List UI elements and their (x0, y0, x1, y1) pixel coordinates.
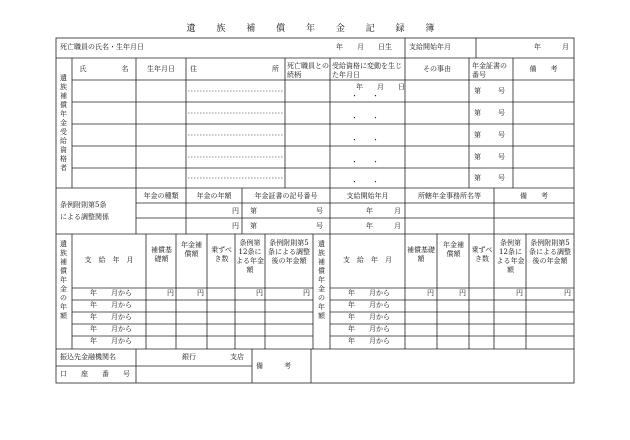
pension-right-col-art12: 条例第12条による年金額 (496, 239, 525, 274)
adj-col-amount: 年金の年額 (196, 192, 232, 200)
row4-cert-suffix: 号 (498, 153, 505, 161)
row1-cert-prefix: 第 (474, 87, 481, 95)
pension-right-col-annual: 年金補償額 (443, 241, 464, 258)
row3-cert-suffix: 号 (498, 131, 505, 139)
adj-row2-tsuki: 月 (394, 222, 401, 230)
adj-row1-go: 号 (316, 207, 323, 215)
pension-right-yen-adjusted: 円 (564, 289, 571, 297)
pension-left-col-art12: 条例第12条による年金額 (236, 239, 264, 274)
pension-right-row1-from: 年 月から (348, 289, 390, 297)
pension-right-col-base: 補償基礎額 (407, 246, 435, 263)
adjustment-side-label-1: 条例附則第5条 (60, 201, 107, 209)
adj-row2-nen: 年 (366, 222, 373, 230)
adj-col-start: 支給開始年月 (346, 192, 389, 200)
col-change-header: 受給資格に変動を生じた年月日 (332, 62, 402, 79)
adj-row1-nen: 年 (366, 207, 373, 215)
col-address-header-left: 住 (190, 65, 197, 73)
row5-date-dots: ・ ・ (351, 178, 379, 186)
pension-left-yen-annual: 円 (197, 289, 204, 297)
branch-suffix: 支店 (230, 353, 244, 361)
pension-left-row5-from: 年 月から (90, 337, 132, 345)
adj-row2-dai: 第 (250, 222, 257, 230)
adj-row1-yen: 円 (232, 207, 239, 215)
pension-left-row1-from: 年 月から (90, 289, 132, 297)
pension-left-row2-from: 年 月から (90, 301, 132, 309)
row1-cert-suffix: 号 (498, 87, 505, 95)
pension-left-col-annual: 年金補償額 (181, 241, 202, 258)
adj-col-type: 年金の種類 (143, 192, 179, 200)
adj-col-cert: 年金証書の記号番号 (254, 192, 318, 200)
pension-right-col-mult: 乗ずべき数 (471, 246, 493, 263)
adj-row2-go: 号 (316, 222, 323, 230)
pension-left-row4-from: 年 月から (90, 325, 132, 333)
row5-cert-prefix: 第 (474, 174, 481, 182)
row1-date-format: 年 月 日 (356, 83, 405, 91)
row4-date-dots: ・ ・ (351, 158, 379, 166)
row2-cert-prefix: 第 (474, 109, 481, 117)
col-relation-header: 死亡職員との続柄 (287, 62, 329, 79)
pension-right-row5-from: 年 月から (348, 337, 390, 345)
bank-remarks-label: 備 考 (256, 362, 291, 370)
account-number-label: 口 座 番 号 (60, 370, 130, 378)
adj-row1-tsuki: 月 (394, 207, 401, 215)
pension-left-yen-adjusted: 円 (303, 289, 310, 297)
deceased-name-label: 死亡職員の氏名・生年月日 (60, 43, 144, 51)
adj-col-remarks: 備 考 (520, 192, 548, 200)
pension-right-row3-from: 年 月から (348, 313, 390, 321)
pension-right-col-adjusted: 条例附則第5条による調整後の年金額 (529, 239, 571, 265)
row5-cert-suffix: 号 (498, 174, 505, 182)
pension-left-col-base: 補償基礎額 (151, 246, 172, 263)
col-remarks-header: 備 考 (529, 65, 558, 73)
pension-right-row2-from: 年 月から (348, 301, 390, 309)
pension-right-col-period: 支 給 年 月 (343, 256, 392, 264)
pension-left-row3-from: 年 月から (90, 313, 132, 321)
bank-suffix: 銀行 (182, 353, 196, 361)
bank-name-label: 振込先金融機関名 (60, 353, 116, 361)
pension-left-col-mult: 乗ずべき数 (211, 246, 232, 263)
col-cert-header: 年金証書の番号 (472, 62, 507, 79)
page-title: 遺 族 補 償 年 金 記 録 簿 (186, 24, 444, 34)
row3-cert-prefix: 第 (474, 131, 481, 139)
row2-cert-suffix: 号 (498, 109, 505, 117)
payment-start-value: 年 月 (534, 43, 569, 51)
adj-row1-dai: 第 (250, 207, 257, 215)
row3-date-dots: ・ ・ (351, 136, 379, 144)
adj-col-office: 所轄年金事務所名等 (418, 192, 481, 200)
row4-cert-prefix: 第 (474, 153, 481, 161)
pension-right-yen-annual: 円 (459, 289, 466, 297)
pension-left-col-period: 支 給 年 月 (84, 256, 134, 264)
pension-right-yen-art12: 円 (516, 289, 523, 297)
pension-left-col-adjusted: 条例附則第5条による調整後の年金額 (268, 239, 310, 265)
col-address-header-right: 所 (272, 65, 279, 73)
row1-date-dots: ・ ・ (351, 92, 379, 100)
deceased-birth-date: 年 月 日生 (336, 43, 392, 51)
col-reason-header: その事由 (423, 65, 451, 73)
pension-side-label-right: 遺族補償年金の年額 (318, 240, 325, 320)
pension-left-yen-base: 円 (167, 289, 174, 297)
payment-start-label: 支給開始年月 (409, 43, 451, 51)
adj-row2-yen: 円 (232, 222, 239, 230)
pension-right-yen-base: 円 (427, 289, 434, 297)
pension-left-yen-art12: 円 (256, 289, 263, 297)
adjustment-side-label-2: による調整関係 (60, 213, 109, 221)
pension-right-row4-from: 年 月から (348, 325, 390, 333)
pension-side-label-left: 遺族補償年金の年額 (60, 240, 67, 320)
col-birth-header: 生年月日 (147, 65, 175, 73)
recipients-side-label: 遺族補償年金受給資格者 (60, 74, 67, 172)
col-name-header: 氏 名 (79, 65, 129, 73)
row2-date-dots: ・ ・ (351, 114, 379, 122)
